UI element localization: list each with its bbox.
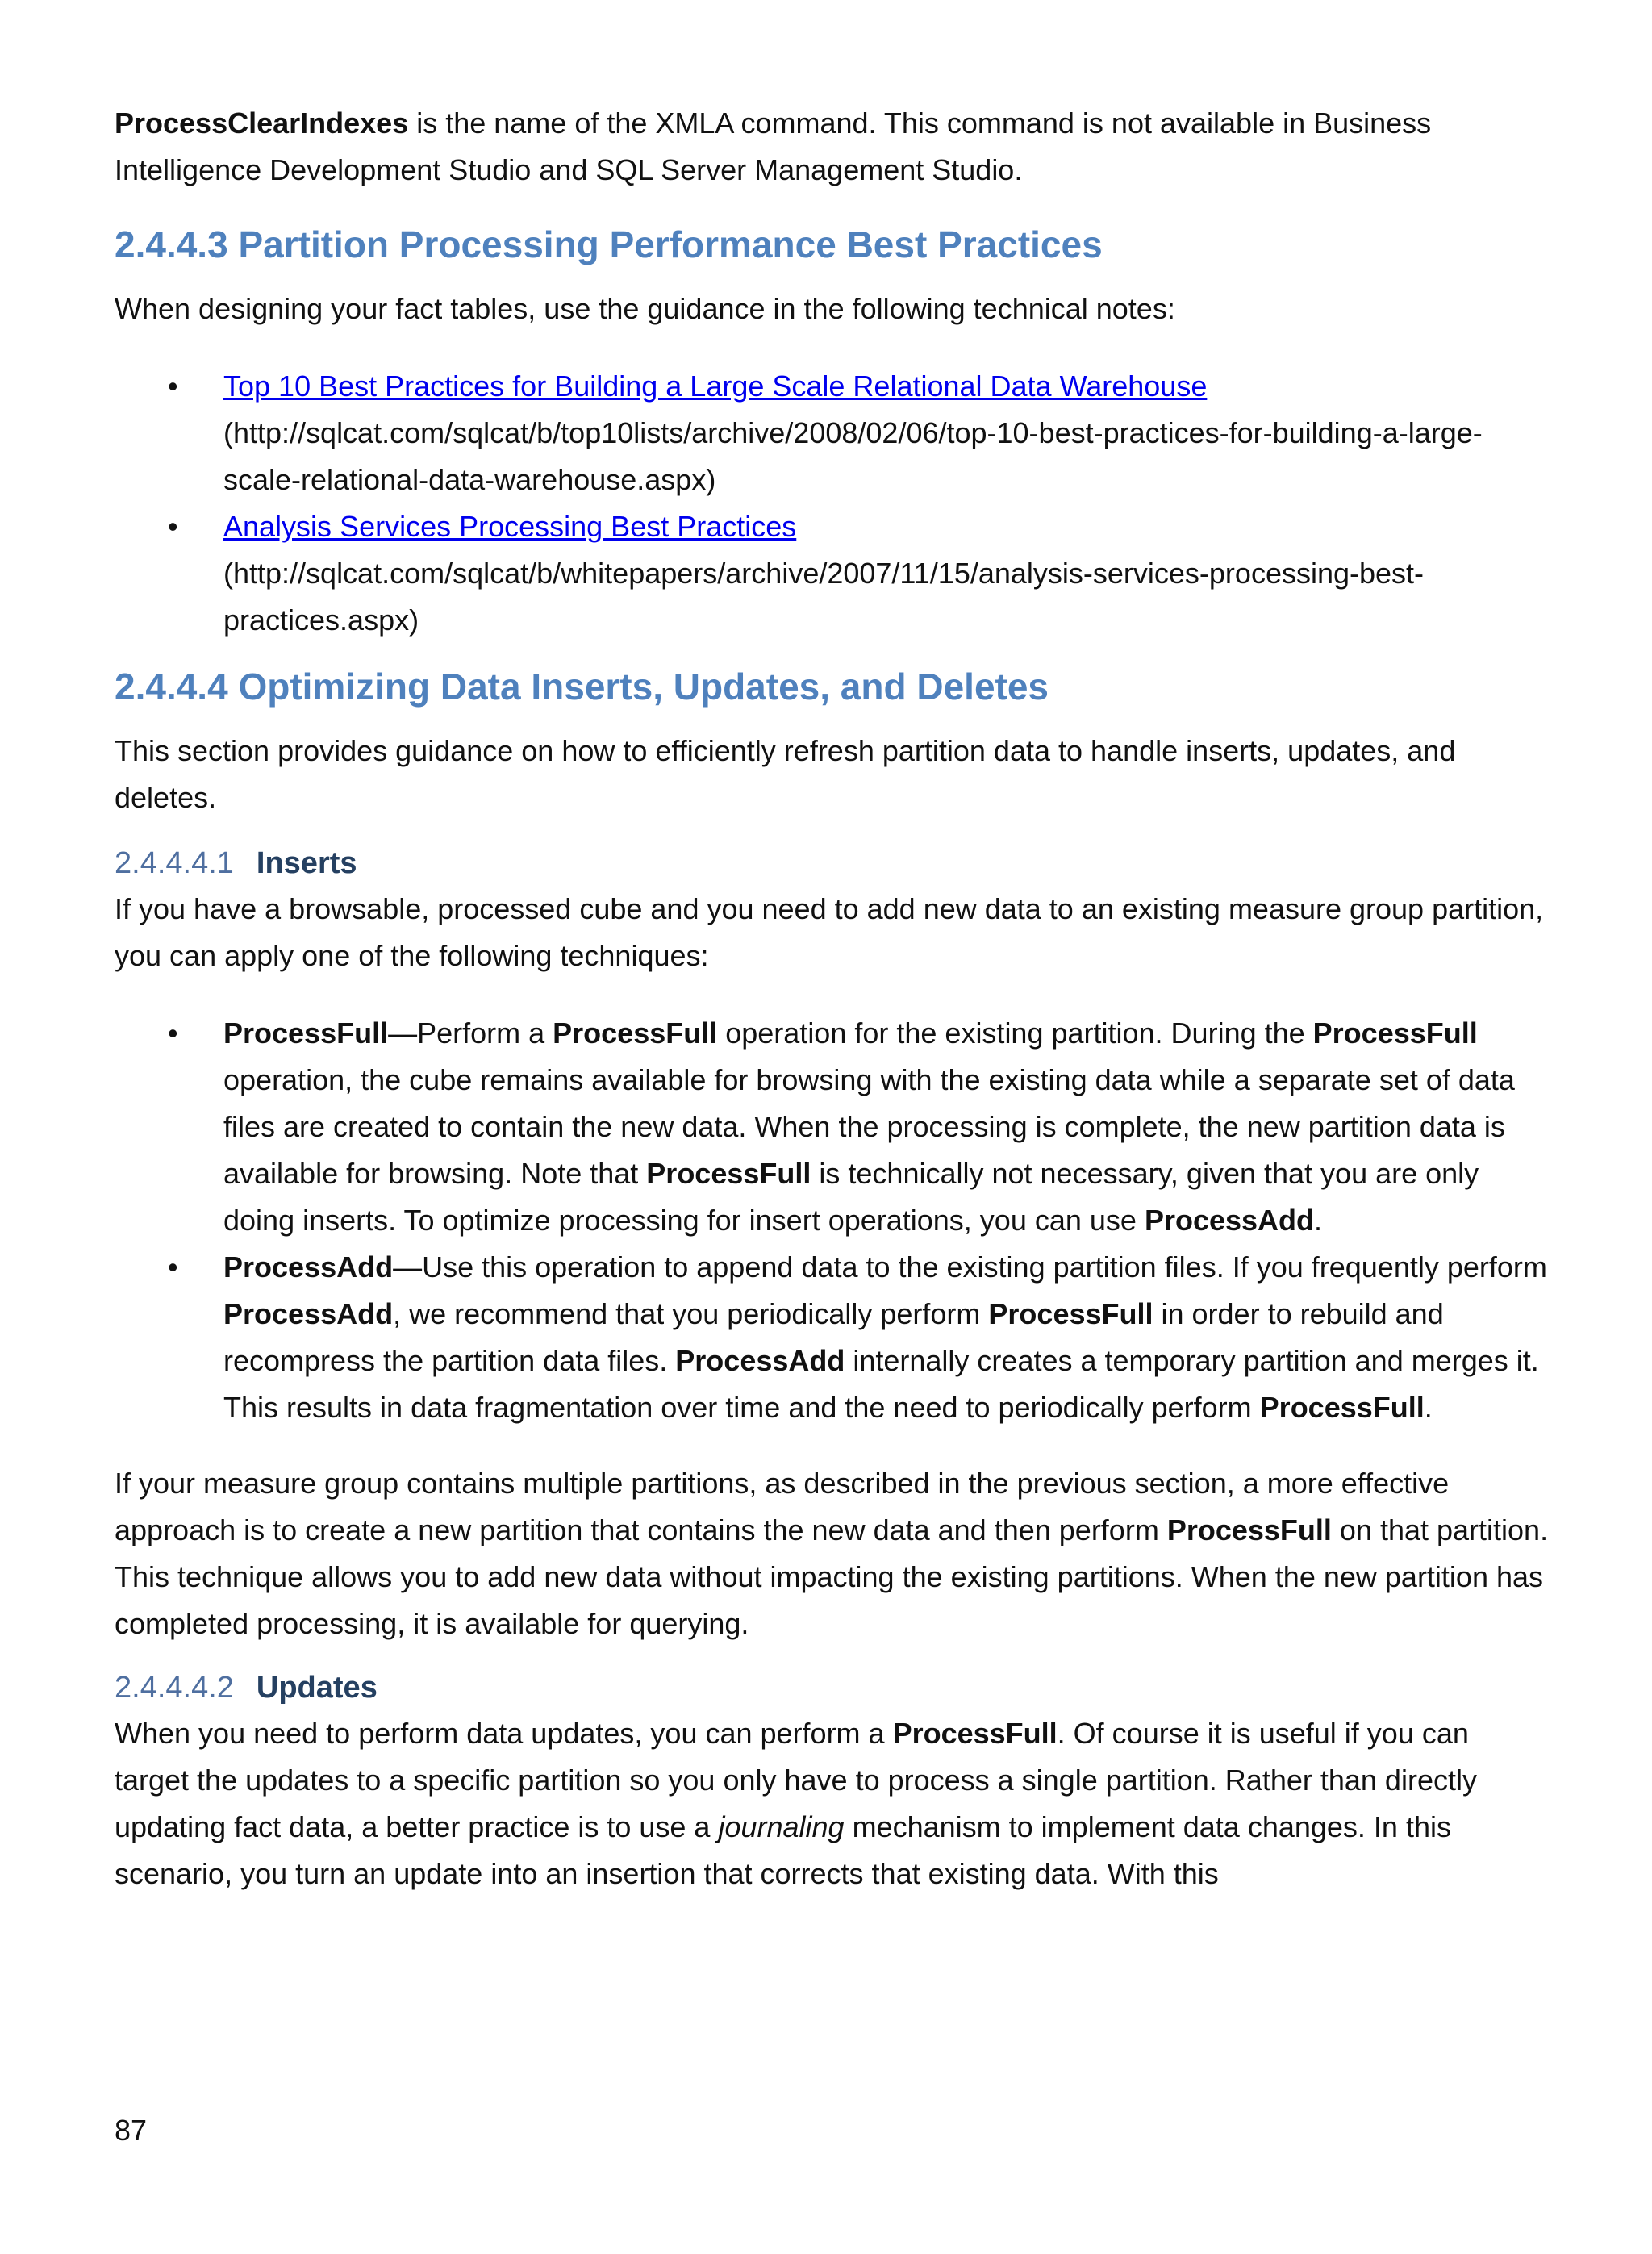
heading-updates: [115, 1665, 1550, 1710]
bold-term: ProcessFull: [988, 1297, 1153, 1330]
heading-number: 2.4.4.4.1: [115, 846, 234, 880]
document-page: [115, 100, 1550, 1897]
italic-term: journaling: [718, 1810, 845, 1843]
inserts-closing-paragraph: [115, 1460, 1550, 1647]
technical-notes-list: [115, 363, 1550, 644]
bold-term: ProcessAdd: [223, 1250, 394, 1284]
updates-paragraph: [115, 1710, 1550, 1897]
bold-term: ProcessFull: [646, 1157, 811, 1190]
list-item: [115, 503, 1550, 644]
text-run: —Perform a: [388, 1016, 553, 1050]
text-run: —Use this operation to append data to the existing partition files. If you frequently perform: [393, 1250, 1547, 1284]
link-processing-best-practices[interactable]: Analysis Services Processing Best Practices: [223, 510, 797, 543]
section-2443-lead: When designing your fact tables, use the guidance in the following technical notes:: [115, 292, 1175, 325]
text-run: operation for the existing partition. During the: [717, 1016, 1313, 1050]
list-item: [115, 1010, 1550, 1244]
heading-number: 2.4.4.4.2: [115, 1671, 234, 1705]
text-run: is technically not necessary, given that you are only doing inserts. To optimize processing for insert operations, you can use: [223, 1157, 1479, 1237]
text-run: When you need to perform data updates, you can perform a: [115, 1717, 893, 1750]
bold-term: ProcessAdd: [223, 1297, 394, 1330]
bullet-icon: •: [168, 1250, 178, 1284]
page-number: 87: [115, 2114, 148, 2147]
bullet-icon: •: [168, 1016, 178, 1050]
bold-term: ProcessFull: [223, 1016, 389, 1050]
bullet-icon: •: [168, 510, 178, 543]
bold-term: ProcessAdd: [1144, 1204, 1315, 1237]
text-run: operation, the cube remains available for browsing with the existing data while a separate set of data files are created to contain the new data. When the processing is complete, the new partition data is available for browsing. Note that: [223, 1063, 1515, 1190]
link-url-text: (http://sqlcat.com/sqlcat/b/top10lists/archive/2008/02/06/top-10-best-practices-for-building-a-large-scale-relational-data-warehouse.aspx): [223, 416, 1483, 496]
text-run: mechanism to implement data changes. In this scenario, you turn an update into an insertion that corrects that existing data. With this: [115, 1810, 1451, 1890]
list-item: [115, 363, 1550, 503]
heading-inserts: [115, 841, 1550, 886]
xmla-command-name: ProcessClearIndexes: [115, 106, 409, 140]
bold-term: ProcessFull: [553, 1016, 718, 1050]
text-run: on that partition. This technique allows you to add new data without impacting the existing partitions. When the new partition has completed processing, it is available for querying.: [115, 1513, 1549, 1640]
link-url-text: (http://sqlcat.com/sqlcat/b/whitepapers/archive/2007/11/15/analysis-services-processing-best-practices.aspx): [223, 557, 1425, 637]
list-item: [115, 1244, 1550, 1431]
heading-title: Inserts: [256, 846, 357, 880]
text-run: .: [1424, 1391, 1433, 1424]
text-run: , we recommend that you periodically perform: [393, 1297, 989, 1330]
inserts-techniques-list: [115, 1010, 1550, 1431]
link-top-10-best-practices[interactable]: Top 10 Best Practices for Building a Large Scale Relational Data Warehouse: [223, 369, 1208, 403]
intro-text: is the name of the XMLA command. This command is not available in Business Intelligence Development Studio and SQL Server Management Studio.: [115, 106, 1432, 186]
text-run: If your measure group contains multiple partitions, as described in the previous section, a more effective approach is to create a new partition that contains the new data and then perform: [115, 1467, 1450, 1546]
bold-term: ProcessFull: [1312, 1016, 1478, 1050]
bold-term: ProcessFull: [1166, 1513, 1332, 1546]
text-run: in order to rebuild and recompress the partition data files.: [223, 1297, 1444, 1377]
inserts-lead: If you have a browsable, processed cube and you need to add new data to an existing measure group partition, you can apply one of the following techniques:: [115, 892, 1544, 972]
text-run: .: [1314, 1204, 1323, 1237]
bold-term: ProcessFull: [1259, 1391, 1425, 1424]
heading-optimizing-data-changes: 2.4.4.4 Optimizing Data Inserts, Updates, and Deletes: [115, 666, 1049, 708]
heading-title: Updates: [256, 1671, 378, 1705]
section-2444-lead: This section provides guidance on how to efficiently refresh partition data to handle inserts, updates, and deletes.: [115, 734, 1456, 814]
intro-paragraph: [115, 100, 1550, 194]
bold-term: ProcessFull: [892, 1717, 1058, 1750]
text-run: . Of course it is useful if you can target the updates to a specific partition so you only have to process a single partition. Rather than directly updating fact data, a better practice is to use a: [115, 1717, 1477, 1843]
heading-partition-processing-best-practices: 2.4.4.3 Partition Processing Performance Best Practices: [115, 223, 1103, 265]
text-run: internally creates a temporary partition and merges it. This results in data fragmentation over time and the need to periodically perform: [223, 1344, 1539, 1424]
bold-term: ProcessAdd: [675, 1344, 845, 1377]
bullet-icon: •: [168, 369, 178, 403]
